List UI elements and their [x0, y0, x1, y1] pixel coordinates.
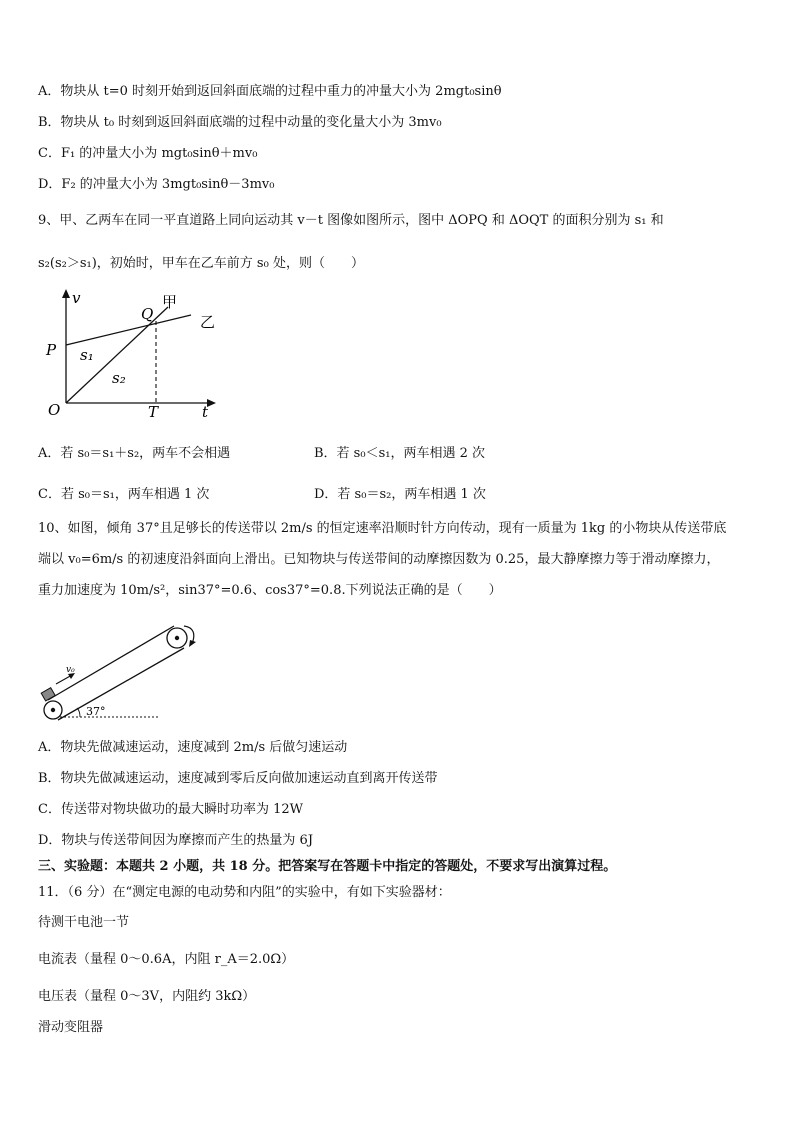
- q10-stem-line2: 端以 v₀=6m/s 的初速度沿斜面向上滑出。已知物块与传送带间的动摩擦因数为 0.25，最大静摩擦力等于滑动摩擦力，: [38, 552, 720, 567]
- q10-belt-top: [48, 626, 174, 700]
- q11-item-voltmeter: 电压表（量程 0～3V，内阻约 3kΩ）: [38, 989, 256, 1004]
- q10-conveyor-figure: [38, 620, 218, 726]
- q11-stem: 11．（6 分）在“测定电源的电动势和内阻”的实验中，有如下实验器材：: [38, 885, 451, 900]
- q10-belt-bottom: [58, 648, 184, 720]
- q8-option-d: D．F₂ 的冲量大小为 3mgt₀sinθ－3mv₀: [38, 177, 275, 192]
- q9-label-t: t: [202, 403, 209, 420]
- q10-top-pulley-axle: [175, 636, 179, 640]
- q9-line-yi: [66, 315, 191, 345]
- q9-label-q: Q: [141, 305, 154, 323]
- q9-stem-line2: s₂(s₂＞s₁)，初始时，甲车在乙车前方 s₀ 处，则（ ）: [38, 256, 364, 271]
- q11-item-battery: 待测干电池一节: [38, 915, 130, 930]
- q10-stem-line1: 10、如图，倾角 37°且足够长的传送带以 2m/s 的恒定速率沿顺时针方向传动，现有一质量为 1kg 的小物块从传送带底: [38, 521, 727, 536]
- q9-label-s2: s₂: [112, 369, 126, 387]
- q10-rotation-arrowhead: [189, 640, 196, 647]
- q8-option-c: C．F₁ 的冲量大小为 mgt₀sinθ＋mv₀: [38, 146, 258, 161]
- q10-option-d: D．物块与传送带间因为摩擦而产生的热量为 6J: [38, 833, 314, 848]
- q9-label-jia: 甲: [162, 293, 178, 311]
- q10-option-c: C．传送带对物块做功的最大瞬时功率为 12W: [38, 802, 303, 817]
- section3-heading: 三、实验题：本题共 2 小题，共 18 分。把答案写在答题卡中指定的答题处，不要求写出演算过程。: [38, 859, 617, 874]
- q9-option-b: B．若 s₀＜s₁，两车相遇 2 次: [314, 446, 485, 461]
- q9-t-axis-arrow: [207, 399, 216, 407]
- q9-label-v: v: [72, 289, 81, 307]
- q9-stem-line1: 9、甲、乙两车在同一平直道路上同向运动其 v－t 图像如图所示，图中 ΔOPQ 和 ΔOQT 的面积分别为 s₁ 和: [38, 213, 664, 228]
- q9-label-p: P: [46, 341, 57, 359]
- q9-label-o: O: [48, 401, 61, 419]
- q10-stem-line3: 重力加速度为 10m/s²，sin37°=0.6、cos37°=0.8.下列说法正确的是（ ）: [38, 583, 502, 598]
- q10-label-angle: 37°: [86, 705, 106, 718]
- q9-vt-graph: [38, 285, 228, 420]
- q9-option-d: D．若 s₀＝s₂，两车相遇 1 次: [314, 487, 486, 502]
- q10-option-b: B．物块先做减速运动，速度减到零后反向做加速运动直到离开传送带: [38, 771, 438, 786]
- q8-option-a: A．物块从 t=0 时刻开始到返回斜面底端的过程中重力的冲量大小为 2mgt₀sinθ: [38, 84, 502, 99]
- q11-item-rheostat: 滑动变阻器: [38, 1020, 104, 1035]
- q9-label-yi: 乙: [200, 313, 216, 331]
- q9-label-t-point: T: [148, 403, 159, 420]
- q10-bottom-pulley-axle: [51, 708, 55, 712]
- q10-label-v0: v₀: [66, 665, 75, 675]
- q9-option-c: C．若 s₀＝s₁，两车相遇 1 次: [38, 487, 210, 502]
- q10-block: [41, 688, 55, 701]
- q11-item-ammeter: 电流表（量程 0～0.6A，内阻 r_A＝2.0Ω）: [38, 952, 295, 967]
- q8-option-b: B．物块从 t₀ 时刻到返回斜面底端的过程中动量的变化量大小为 3mv₀: [38, 115, 442, 130]
- q9-option-a: A．若 s₀＝s₁＋s₂，两车不会相遇: [38, 446, 231, 461]
- q9-label-s1: s₁: [80, 346, 94, 364]
- q10-option-a: A．物块先做减速运动，速度减到 2m/s 后做匀速运动: [38, 740, 348, 755]
- q9-v-axis-arrow: [62, 289, 70, 298]
